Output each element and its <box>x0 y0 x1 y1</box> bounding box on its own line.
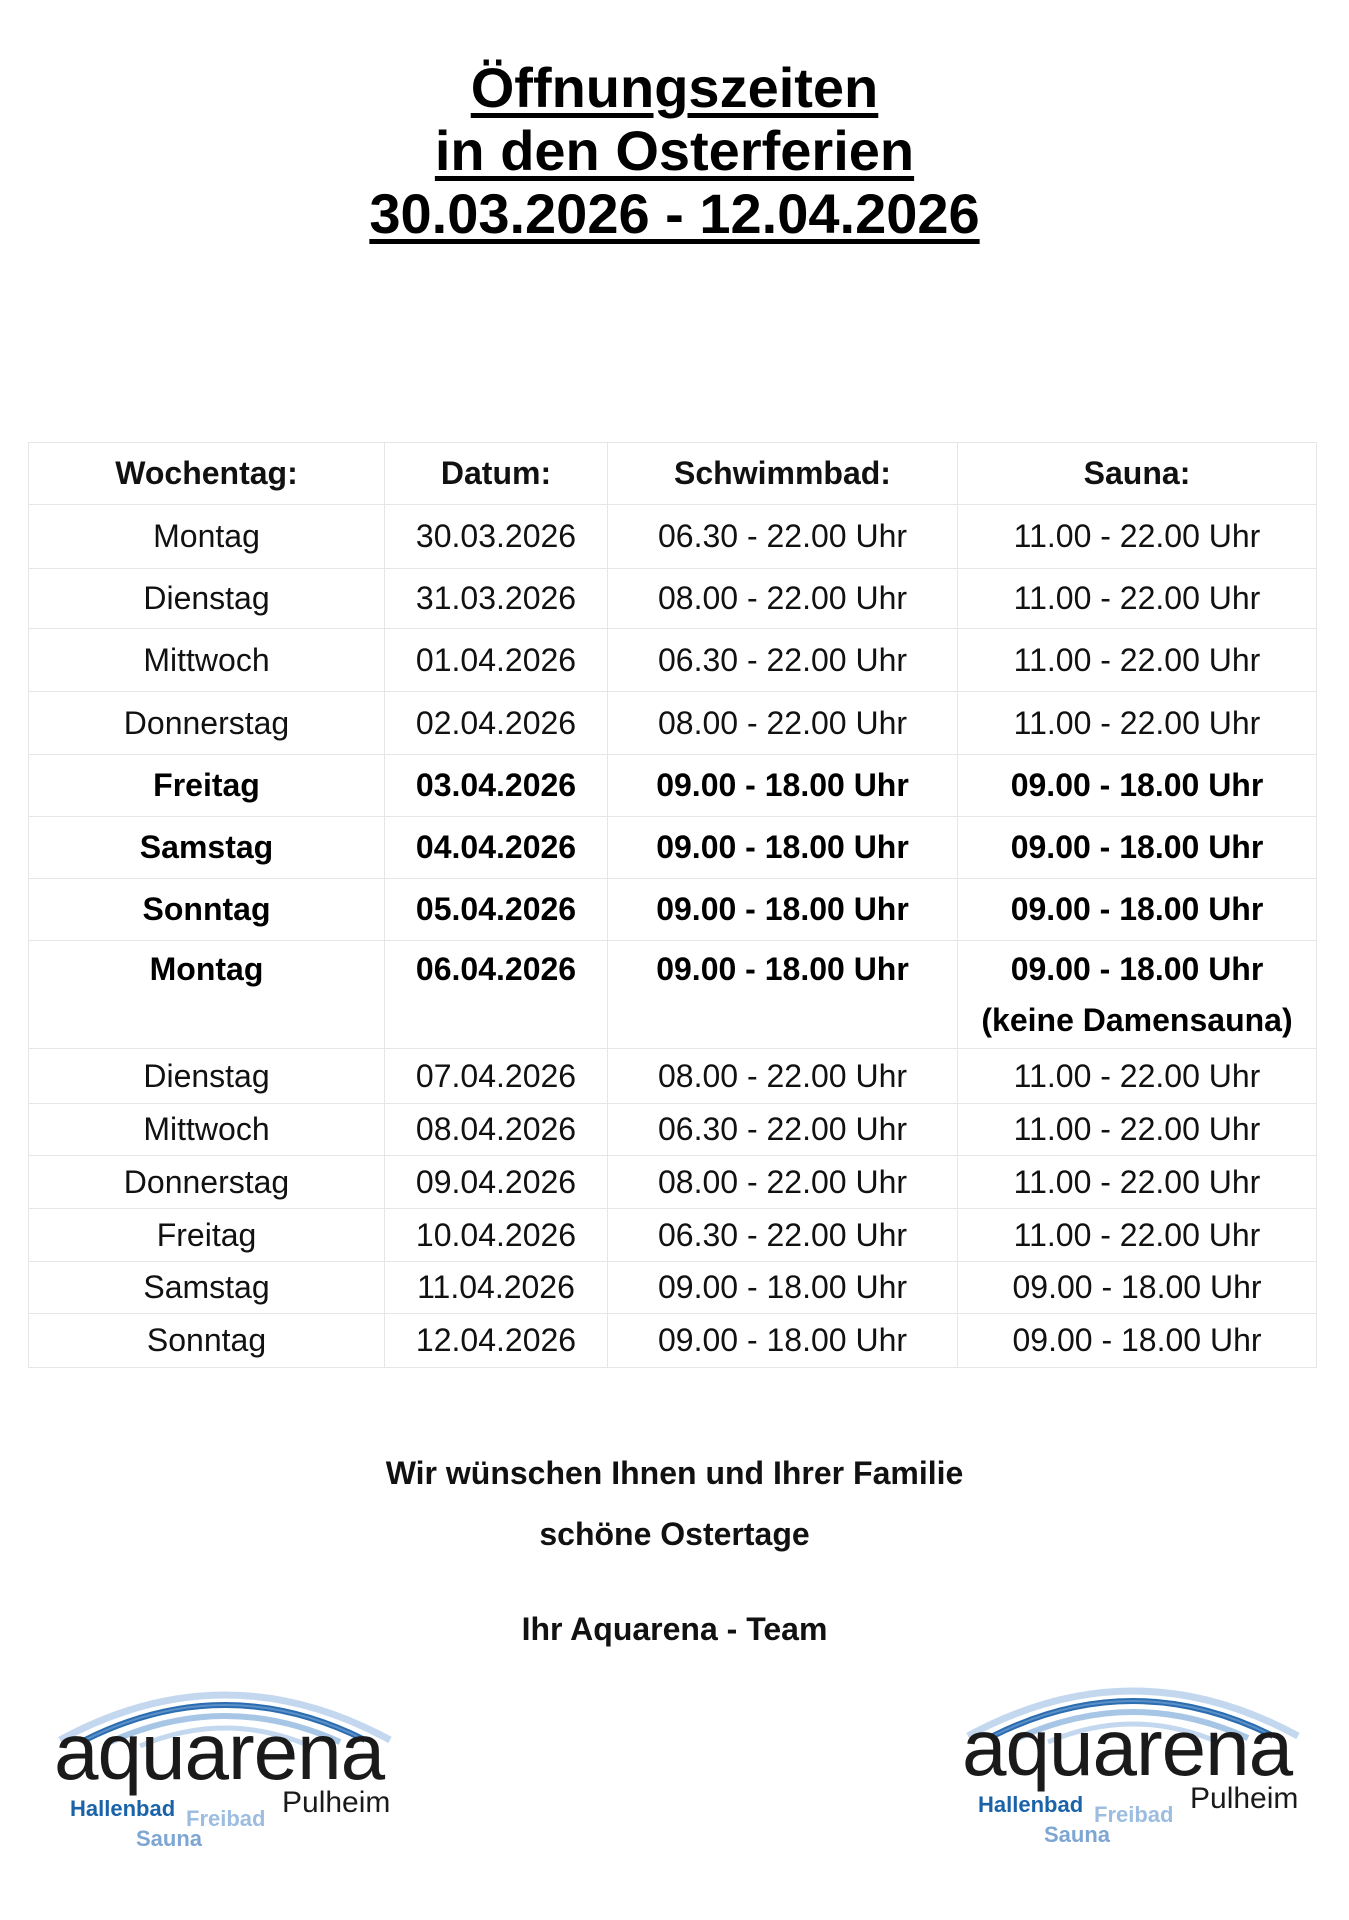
sauna-hours: 11.00 - 22.00 Uhr <box>958 692 1317 755</box>
table-row <box>29 1049 1317 1104</box>
pool-hours: 06.30 - 22.00 Uhr <box>608 505 958 569</box>
date: 08.04.2026 <box>385 1104 608 1156</box>
sauna-hours: 09.00 - 18.00 Uhr <box>958 755 1317 817</box>
header-sauna: Sauna: <box>958 443 1317 505</box>
logo-wordmark: aquarena <box>54 1707 385 1796</box>
table-row <box>29 505 1317 569</box>
header-pool: Schwimmbad: <box>608 443 958 505</box>
sauna-hours: 09.00 - 18.00 Uhr <box>958 817 1317 879</box>
weekday: Samstag <box>29 817 385 879</box>
title-line-1: Öffnungszeiten <box>470 56 879 119</box>
aquarena-logo-left <box>50 1660 400 1850</box>
logo-city: Pulheim <box>282 1786 391 1819</box>
sauna-hours: 11.00 - 22.00 Uhr <box>958 505 1317 569</box>
pool-hours: 09.00 - 18.00 Uhr <box>608 879 958 941</box>
table-header-row <box>29 443 1317 505</box>
aquarena-logo-right <box>958 1656 1308 1846</box>
logo-tag-sauna: Sauna <box>1044 1822 1111 1847</box>
pool-hours: 06.30 - 22.00 Uhr <box>608 629 958 692</box>
sauna-hours: 11.00 - 22.00 Uhr <box>958 569 1317 629</box>
date: 12.04.2026 <box>385 1314 608 1368</box>
table-row <box>29 1314 1317 1368</box>
pool-hours: 08.00 - 22.00 Uhr <box>608 1049 958 1104</box>
opening-hours-table <box>28 442 1317 1368</box>
date: 02.04.2026 <box>385 692 608 755</box>
page-title <box>0 56 1349 245</box>
signature: Ihr Aquarena - Team <box>521 1611 828 1647</box>
greeting-line-2: schöne Ostertage <box>539 1516 810 1552</box>
date: 05.04.2026 <box>385 879 608 941</box>
sauna-hours: 09.00 - 18.00 Uhr <box>958 1314 1317 1368</box>
date: 10.04.2026 <box>385 1209 608 1262</box>
weekday: Mittwoch <box>29 629 385 692</box>
table-row <box>29 692 1317 755</box>
weekday: Donnerstag <box>29 1156 385 1209</box>
sauna-hours: 09.00 - 18.00 Uhr <box>958 879 1317 941</box>
date: 03.04.2026 <box>385 755 608 817</box>
table-row-holiday <box>29 817 1317 879</box>
pool-hours: 06.30 - 22.00 Uhr <box>608 1209 958 1262</box>
logo-tag-freibad: Freibad <box>1094 1802 1174 1827</box>
sauna-hours: 11.00 - 22.00 Uhr <box>958 1104 1317 1156</box>
sauna-hours: 09.00 - 18.00 Uhr <box>1010 951 1264 987</box>
weekday: Dienstag <box>29 1049 385 1104</box>
pool-hours: 08.00 - 22.00 Uhr <box>608 569 958 629</box>
date: 30.03.2026 <box>385 505 608 569</box>
sauna-hours-cell <box>958 941 1317 1049</box>
header-date: Datum: <box>385 443 608 505</box>
greeting-line-1: Wir wünschen Ihnen und Ihrer Familie <box>385 1455 964 1491</box>
date: 07.04.2026 <box>385 1049 608 1104</box>
pool-hours: 09.00 - 18.00 Uhr <box>608 1262 958 1314</box>
logo-wordmark: aquarena <box>962 1703 1293 1792</box>
weekday: Mittwoch <box>29 1104 385 1156</box>
weekday: Dienstag <box>29 569 385 629</box>
logo-tag-sauna: Sauna <box>136 1826 203 1851</box>
date: 11.04.2026 <box>385 1262 608 1314</box>
weekday: Montag <box>29 941 385 1049</box>
weekday: Montag <box>29 505 385 569</box>
weekday: Sonntag <box>29 879 385 941</box>
pool-hours: 08.00 - 22.00 Uhr <box>608 692 958 755</box>
pool-hours: 09.00 - 18.00 Uhr <box>608 755 958 817</box>
logo-tag-freibad: Freibad <box>186 1806 266 1831</box>
pool-hours: 09.00 - 18.00 Uhr <box>608 817 958 879</box>
logo-tag-hallenbad: Hallenbad <box>70 1796 176 1821</box>
sauna-hours: 09.00 - 18.00 Uhr <box>958 1262 1317 1314</box>
date: 01.04.2026 <box>385 629 608 692</box>
sauna-hours: 11.00 - 22.00 Uhr <box>958 1156 1317 1209</box>
sauna-hours: 11.00 - 22.00 Uhr <box>958 629 1317 692</box>
title-date-range: 30.03.2026 - 12.04.2026 <box>369 182 980 245</box>
table-row <box>29 1156 1317 1209</box>
weekday: Freitag <box>29 755 385 817</box>
date: 06.04.2026 <box>385 941 608 1049</box>
logo-city: Pulheim <box>1190 1782 1299 1815</box>
date: 09.04.2026 <box>385 1156 608 1209</box>
pool-hours: 08.00 - 22.00 Uhr <box>608 1156 958 1209</box>
table-row-holiday <box>29 941 1317 1049</box>
date: 31.03.2026 <box>385 569 608 629</box>
table-row-holiday <box>29 879 1317 941</box>
sauna-hours: 11.00 - 22.00 Uhr <box>958 1049 1317 1104</box>
logo-tag-hallenbad: Hallenbad <box>978 1792 1084 1817</box>
pool-hours: 06.30 - 22.00 Uhr <box>608 1104 958 1156</box>
header-weekday: Wochentag: <box>29 443 385 505</box>
table-row-holiday <box>29 755 1317 817</box>
weekday: Sonntag <box>29 1314 385 1368</box>
weekday: Samstag <box>29 1262 385 1314</box>
sauna-note: (keine Damensauna) <box>981 1002 1293 1038</box>
pool-hours: 09.00 - 18.00 Uhr <box>608 1314 958 1368</box>
table-row <box>29 1209 1317 1262</box>
title-line-2: in den Osterferien <box>434 119 915 182</box>
table-row <box>29 1104 1317 1156</box>
weekday: Freitag <box>29 1209 385 1262</box>
table-row <box>29 629 1317 692</box>
weekday: Donnerstag <box>29 692 385 755</box>
sauna-hours: 11.00 - 22.00 Uhr <box>958 1209 1317 1262</box>
table-row <box>29 569 1317 629</box>
date: 04.04.2026 <box>385 817 608 879</box>
table-row <box>29 1262 1317 1314</box>
pool-hours: 09.00 - 18.00 Uhr <box>608 941 958 1049</box>
